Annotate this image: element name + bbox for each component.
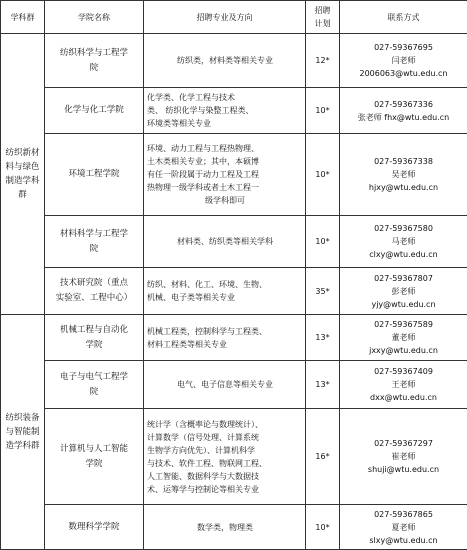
major-line: 人工智能、数据科学与大数据技 (147, 470, 303, 483)
major-cell (144, 34, 306, 88)
contact-cell (340, 88, 467, 134)
contact-email: jxxy@wtu.edu.cn (342, 344, 465, 357)
discipline-cell (1, 315, 45, 550)
college-line: 学院 (47, 338, 141, 353)
table-row (1, 216, 467, 268)
major-cell (144, 216, 306, 268)
contact-phone: 027-59367807 (342, 272, 465, 285)
major-cell (144, 409, 306, 505)
major-cell (144, 315, 306, 361)
table-row (1, 134, 467, 216)
major-line: 热物理一级学科或者土木工程一 (147, 181, 303, 194)
contact-cell (340, 268, 467, 315)
header-major: 招聘专业及方向 (144, 1, 306, 34)
contact-person-email: 张老师 fhx@wtu.edu.cn (342, 111, 465, 124)
college-cell (45, 134, 144, 216)
header-plan (306, 1, 340, 34)
college-cell (45, 268, 144, 315)
college-cell (45, 88, 144, 134)
header-contact: 联系方式 (340, 1, 467, 34)
college-cell (45, 315, 144, 361)
major-line: 材料类、纺织类等相关学科 (147, 235, 303, 248)
contact-person: 夏老师 (342, 521, 465, 534)
contact-email: 2006063@wtu.edu.cn (342, 67, 465, 80)
contact-cell (340, 505, 467, 550)
college-line: 纺织科学与工程学 (47, 46, 141, 61)
major-line: 生物学方向优先）、计算机科学 (147, 444, 303, 457)
contact-email: slxy@wtu.edu.cn (342, 534, 465, 547)
plan-cell: 10* (306, 88, 340, 134)
discipline-line: 制造学科 (3, 174, 42, 188)
table-row (1, 315, 467, 361)
contact-cell (340, 315, 467, 361)
discipline-line: 纺织新材 (3, 146, 42, 160)
major-cell (144, 88, 306, 134)
contact-phone: 027-59367338 (342, 155, 465, 168)
college-cell (45, 409, 144, 505)
contact-cell (340, 409, 467, 505)
header-row (1, 1, 467, 34)
contact-email: hjxy@wtu.edu.cn (342, 181, 465, 194)
major-line: 有任一阶段属于动力工程及工程 (147, 168, 303, 181)
contact-phone: 027-59367297 (342, 437, 465, 450)
contact-phone: 027-59367336 (342, 98, 465, 111)
major-line: 与技术、软件工程、物联网工程、 (147, 457, 303, 470)
header-college: 学院名称 (45, 1, 144, 34)
college-line: 环境工程学院 (47, 167, 141, 182)
table-row (1, 409, 467, 505)
major-line: 材料工程类等相关专业 (147, 338, 303, 351)
plan-cell: 35* (306, 268, 340, 315)
college-line: 材料科学与工程学 (47, 227, 141, 242)
discipline-line: 料与绿色 (3, 160, 42, 174)
plan-cell: 10* (306, 505, 340, 550)
major-line: 机械、电子类等相关专业 (147, 291, 303, 304)
college-line: 学院 (47, 457, 141, 472)
college-line: 数理科学学院 (47, 520, 141, 535)
contact-person: 闫老师 (342, 54, 465, 67)
contact-person: 崔老师 (342, 450, 465, 463)
discipline-cell (1, 34, 45, 315)
contact-cell (340, 216, 467, 268)
contact-email: yjy@wtu.edu.cn (342, 298, 465, 311)
contact-cell (340, 34, 467, 88)
header-discipline: 学科群 (1, 1, 45, 34)
contact-phone: 027-59367865 (342, 508, 465, 521)
discipline-line: 纺织装备 (3, 411, 42, 425)
major-line: 电气、电子信息等相关专业 (147, 378, 303, 391)
discipline-line: 群 (3, 188, 42, 202)
major-line: 统计学（含概率论与数理统计）、 (147, 418, 303, 431)
college-line: 院 (47, 385, 141, 400)
contact-email: shuji@wtu.edu.cn (342, 463, 465, 476)
major-line: 土木类相关专业；其中，本硕博 (147, 155, 303, 168)
major-line: 环境类等相关专业 (147, 117, 303, 130)
header-plan-line: 招聘 (308, 4, 337, 17)
major-line: 计算数学（信号处理、计算系统 (147, 431, 303, 444)
contact-email: dxx@wtu.edu.cn (342, 391, 465, 404)
table-row (1, 268, 467, 315)
plan-cell: 10* (306, 216, 340, 268)
major-line: 类、 纺织化学与染整工程类、 (147, 104, 303, 117)
major-line: 级学科即可 (147, 194, 303, 207)
contact-person: 吴老师 (342, 168, 465, 181)
college-cell (45, 34, 144, 88)
major-line: 术、运筹学与控制论等相关专业 (147, 483, 303, 496)
table-row (1, 88, 467, 134)
plan-cell: 13* (306, 315, 340, 361)
contact-person: 马老师 (342, 235, 465, 248)
contact-cell (340, 134, 467, 216)
major-line: 环境、动力工程与工程热物理、 (147, 142, 303, 155)
contact-phone: 027-59367589 (342, 318, 465, 331)
contact-cell (340, 361, 467, 409)
plan-cell: 10* (306, 134, 340, 216)
major-cell (144, 361, 306, 409)
table-row (1, 34, 467, 88)
contact-email: clxy@wtu.edu.cn (342, 248, 465, 261)
discipline-line: 造学科群 (3, 439, 42, 453)
college-line: 实验室、工程中心） (47, 291, 141, 306)
contact-person: 王老师 (342, 378, 465, 391)
college-line: 计算机与人工智能 (47, 442, 141, 457)
plan-cell: 16* (306, 409, 340, 505)
college-line: 院 (47, 61, 141, 76)
college-line: 电子与电气工程学 (47, 370, 141, 385)
college-cell (45, 361, 144, 409)
college-line: 技术研究院（重点 (47, 276, 141, 291)
contact-phone: 027-59367409 (342, 365, 465, 378)
plan-cell: 13* (306, 361, 340, 409)
major-cell (144, 134, 306, 216)
discipline-line: 与智能制 (3, 425, 42, 439)
table-row (1, 505, 467, 550)
major-line: 纺织、材料、化工、环境、生物、 (147, 278, 303, 291)
major-cell (144, 268, 306, 315)
major-line: 纺织类，材料类等相关专业 (147, 54, 303, 67)
college-line: 院 (47, 242, 141, 257)
contact-phone: 027-59367695 (342, 41, 465, 54)
header-plan-line: 计划 (308, 17, 337, 30)
contact-person: 董老师 (342, 331, 465, 344)
contact-phone: 027-59367580 (342, 222, 465, 235)
major-cell (144, 505, 306, 550)
major-line: 机械工程类，控制科学与工程类、 (147, 325, 303, 338)
college-cell (45, 505, 144, 550)
college-cell (45, 216, 144, 268)
major-line: 数学类，物理类 (147, 521, 303, 534)
college-line: 化学与化工学院 (47, 103, 141, 118)
plan-cell: 12* (306, 34, 340, 88)
major-line: 化学类、化学工程与技术 (147, 91, 303, 104)
college-line: 机械工程与自动化 (47, 323, 141, 338)
table-row (1, 361, 467, 409)
contact-person: 彭老师 (342, 285, 465, 298)
